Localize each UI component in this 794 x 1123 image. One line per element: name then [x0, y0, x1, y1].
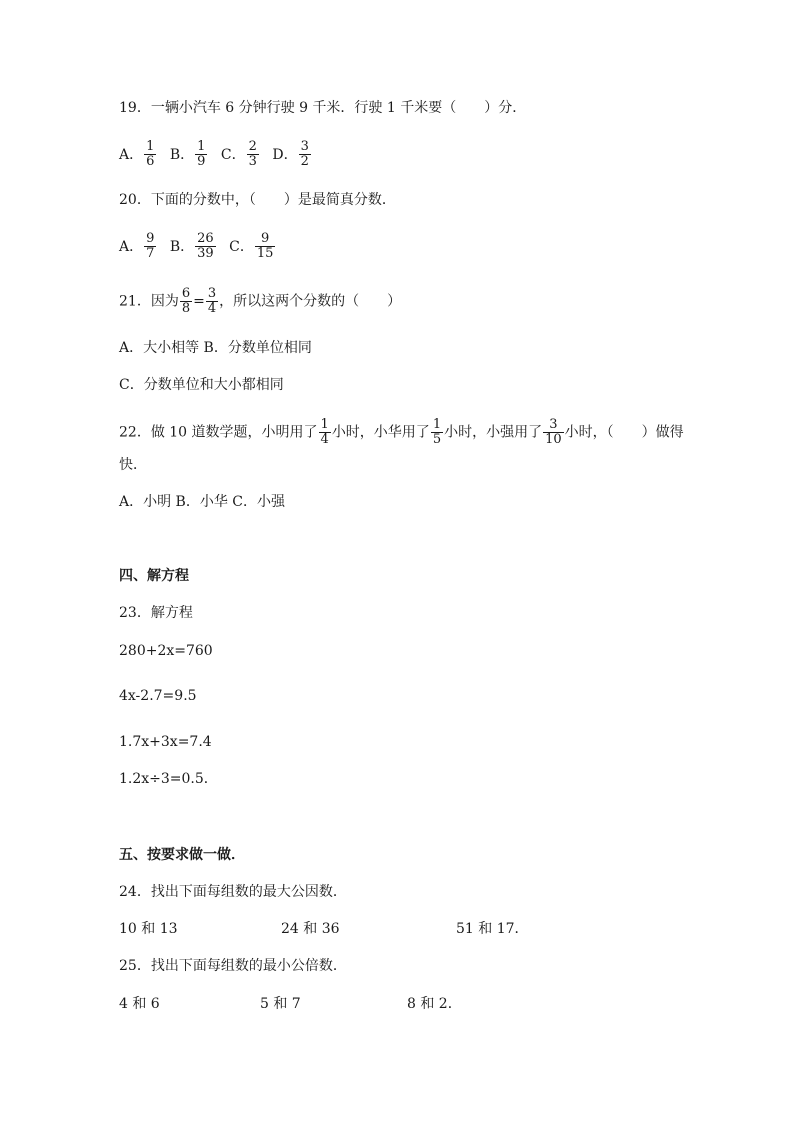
question-22-options: A．小明 B．小华 C．小强	[119, 494, 286, 510]
fraction: $\frac{6}{8}$	[181, 286, 191, 316]
fraction: $\frac{26}{39}$	[197, 231, 214, 261]
fraction: $\frac{3}{2}$	[300, 139, 309, 169]
question-19: 19．一辆小汽车 6 分钟行驶 9 千米．行驶 1 千米要（ ）分．	[119, 100, 527, 116]
fraction: $\frac{3}{10}$	[545, 417, 562, 447]
equation-3: 1.7x+3x=7.4	[119, 734, 212, 750]
question-20: 20．下面的分数中，（ ）是最简真分数．	[119, 192, 396, 208]
option-a: A． $\frac{1}{6}$	[119, 139, 155, 169]
question-21-option-c: C．分数单位和大小都相同	[119, 377, 284, 393]
q24-item-3: 51 和 17．	[456, 921, 529, 937]
question-25: 25．找出下面每组数的最小公倍数．	[119, 958, 347, 974]
question-19-options	[119, 140, 320, 169]
q25-item-1: 4 和 6	[119, 996, 160, 1012]
option-c: C． $\frac{9}{15}$	[229, 231, 274, 261]
section-4-title: 四、解方程	[119, 568, 189, 584]
option-d: D． $\frac{3}{2}$	[272, 139, 309, 169]
option-b: B． $\frac{1}{9}$	[169, 139, 206, 169]
q25-item-2: 5 和 7	[260, 996, 301, 1012]
option-b: B． $\frac{26}{39}$	[169, 231, 214, 261]
fraction: $\frac{1}{6}$	[146, 139, 155, 169]
equation-4: 1.2x÷3=0.5．	[119, 771, 218, 787]
section-5-title: 五、按要求做一做．	[119, 847, 245, 863]
fraction: $\frac{1}{9}$	[197, 139, 206, 169]
q25-item-3: 8 和 2．	[407, 996, 462, 1012]
question-22: 22．做 10 道数学题，小明用了 $\frac{1}{4}$ 小时，小华用了 $\frac{1}{5}$ 小时，小强用了 $\frac{3}{10}$ 小时，（ ）做得	[119, 417, 684, 447]
fraction: $\frac{3}{4}$	[207, 286, 217, 316]
q24-item-2: 24 和 36	[281, 921, 340, 937]
q24-item-1: 10 和 13	[119, 921, 178, 937]
equation-2: 4x-2.7=9.5	[119, 688, 197, 704]
equation-1: 280+2x=760	[119, 643, 213, 659]
question-21: 21．因为 $\frac{6}{8}$ = $\frac{3}{4}$ ，所以这两个分数的（ ）	[119, 286, 402, 316]
fraction: $\frac{2}{3}$	[248, 139, 257, 169]
fraction: $\frac{1}{4}$	[320, 417, 329, 447]
fraction: $\frac{9}{7}$	[146, 231, 155, 261]
option-a: A． $\frac{9}{7}$	[119, 231, 155, 261]
question-21-options-ab: A．大小相等 B．分数单位相同	[119, 340, 312, 356]
question-20-options	[119, 232, 284, 261]
fraction: $\frac{1}{5}$	[432, 417, 442, 447]
question-22-continuation: 快．	[119, 457, 147, 473]
option-c: C． $\frac{2}{3}$	[220, 139, 257, 169]
fraction: $\frac{9}{15}$	[256, 231, 274, 261]
question-24: 24．找出下面每组数的最大公因数．	[119, 884, 347, 900]
question-23: 23．解方程	[119, 605, 193, 621]
